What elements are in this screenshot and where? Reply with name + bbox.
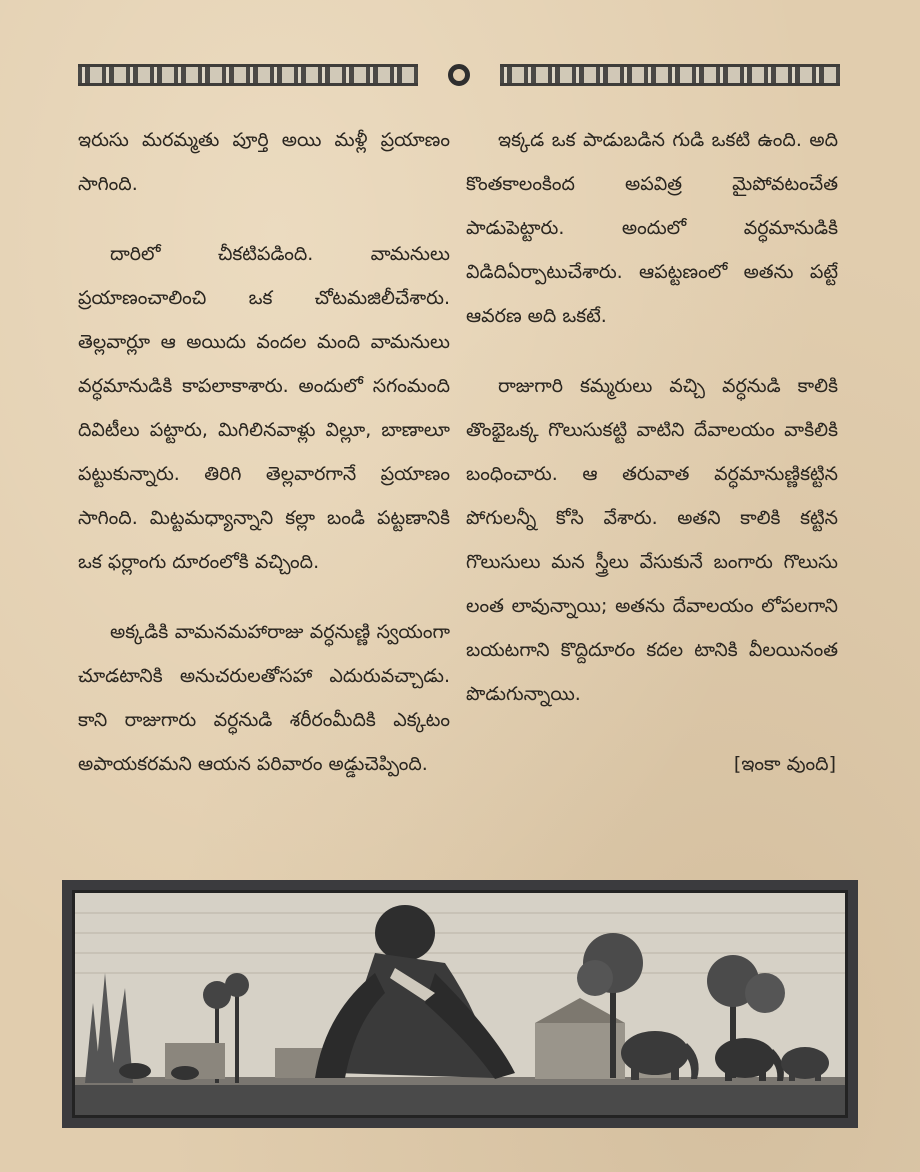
illustration-svg — [75, 893, 845, 1115]
illustration-frame — [62, 880, 858, 1128]
ornamental-header-border — [78, 60, 840, 90]
right-text-column — [466, 118, 838, 786]
left-text-column — [78, 118, 450, 812]
paragraph: దారిలో చీకటిపడింది. వామనులు ప్రయాణంచాలించి ఒక చోటమజిలీచేశారు. తెల్లవార్లూ ఆ అయిదు వందల మంది వామనులు వర్ధమానుడికి కాపలాకాశారు. అందులో సగంమంది దివిటీలు పట్టారు, మిగిలినవాళ్లు విల్లూ, బాణాలూ పట్టుకున్నారు. తిరిగి తెల్లవారగానే ప్రయాణం సాగింది. మిట్టమధ్యాన్నాని కల్లా బండి పట్టణానికి ఒక ఫర్లాంగు దూరంలోకి వచ్చింది. — [78, 243, 450, 573]
paragraph: ఇరుసు మరమ్మతు పూర్తి అయి మళ్లీ ప్రయాణం సాగింది. — [78, 129, 450, 195]
continued-marker: [ఇంకా వుంది] — [733, 753, 836, 775]
paragraph: అక్కడికి వామనమహారాజు వర్ధనుణ్ణి స్వయంగా చూడటానికి అనుచరులతోసహా ఎదురువచ్చాడు. కాని రాజుగారు వర్ధనుడి శరీరంమీదికి ఎక్కటం అపాయకరమని ఆయన పరివారం అడ్డుచెప్పింది. — [78, 621, 450, 775]
paragraph: రాజుగారి కమ్మరులు వచ్చి వర్ధనుడి కాలికి తొంభైఒక్క గొలుసుకట్టి వాటిని దేవాలయం వాకిలికి బంధించారు. ఆ తరువాత వర్ధమానుణ్ణికట్టిన పోగులన్నీ కోసి వేశారు. అతని కాలికి కట్టిన గొలుసులు మన స్త్రీలు వేసుకునే బంగారు గొలుసు లంత లావున్నాయి; అతను దేవాలయం లోపలగాని బయటగాని కొద్దిదూరం కదల టానికి వీలయినంత పొడుగున్నాయి. — [466, 375, 838, 705]
ornament-band-left — [78, 64, 418, 86]
ornament-band-right — [500, 64, 840, 86]
giant-man-with-elephants-illustration-icon — [72, 890, 848, 1118]
paragraph: ఇక్కడ ఒక పాడుబడిన గుడి ఒకటి ఉంది. అది కొంతకాలంకింద అపవిత్ర మైపోవటంచేత పాడుపెట్టారు. అందులో వర్ధమానుడికి విడిదిఏర్పాటుచేశారు. ఆపట్టణంలో అతను పట్టే ఆవరణ అది ఒకటే. — [466, 129, 838, 327]
ornament-circle-icon — [448, 64, 470, 86]
